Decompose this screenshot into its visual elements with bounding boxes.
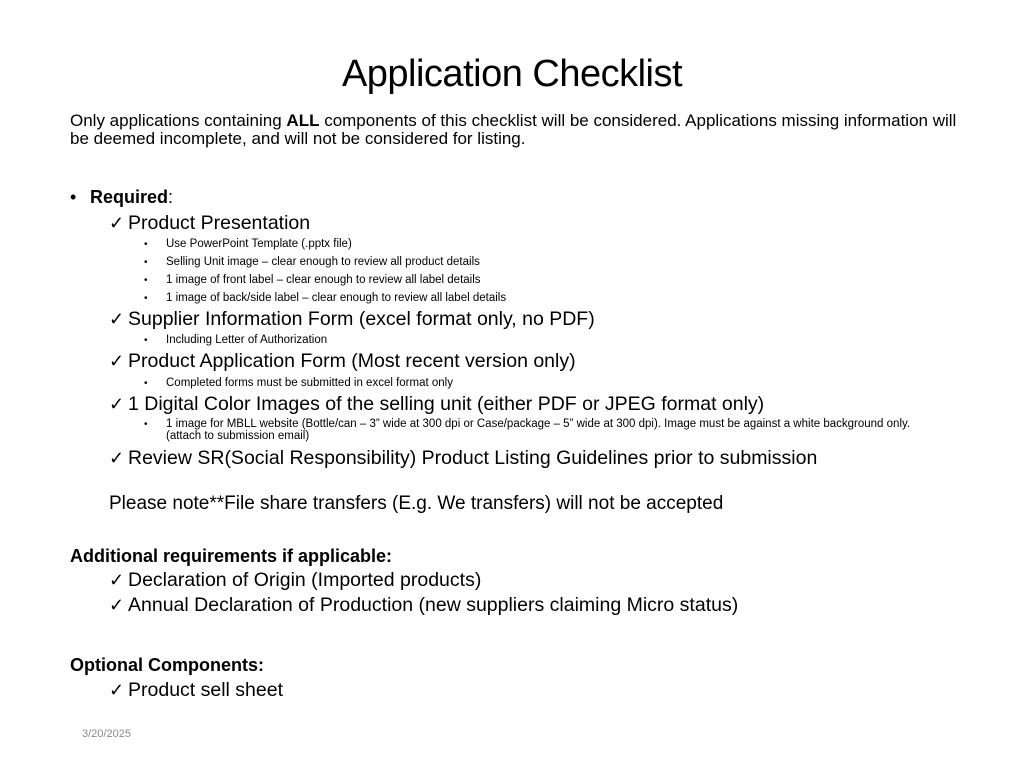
sub-item-text: 1 image for MBLL website (Bottle/can – 3” wide at 300 dpi or Case/package – 5” wide at 300 dpi). Image must be against a white background only. (attach to submission email) (166, 418, 911, 442)
checkmark-icon: ✓ (109, 680, 125, 700)
bullet-icon: • (144, 378, 148, 389)
sub-item (144, 255, 480, 270)
checkmark-icon: ✓ (109, 351, 125, 371)
sub-item (144, 376, 453, 391)
sub-item-text: Completed forms must be submitted in excel format only (166, 377, 453, 389)
bullet-icon: • (144, 257, 148, 268)
checklist-item-text: 1 Digital Color Images of the selling unit (either PDF or JPEG format only) (128, 393, 765, 415)
checkmark-icon: ✓ (109, 448, 125, 468)
checklist-item (109, 446, 817, 470)
sub-item-text: Selling Unit image – clear enough to review all product details (166, 256, 480, 268)
checklist-item (109, 593, 738, 617)
sub-item-text: Including Letter of Authorization (166, 334, 328, 346)
checklist-item (109, 349, 576, 373)
required-label: Required (90, 187, 169, 207)
intro-text-after: components of this checklist will be considered. Applications missing information will be deemed incomplete, and will not be considered for listing. (70, 111, 957, 148)
bullet-icon: • (70, 187, 77, 207)
sub-item (144, 273, 481, 288)
checklist-item (109, 392, 764, 416)
checklist-item-text: Annual Declaration of Production (new suppliers claiming Micro status) (128, 594, 739, 616)
intro-text-before: Only applications containing (70, 111, 287, 130)
bullet-icon: • (144, 335, 148, 346)
bullet-icon: • (144, 419, 148, 430)
intro-paragraph (70, 112, 970, 148)
footer-date: 3/20/2025 (82, 728, 131, 740)
checkmark-icon: ✓ (109, 309, 125, 329)
checklist-item (109, 307, 595, 331)
additional-heading: Additional requirements if applicable: (70, 546, 393, 566)
bullet-icon: • (144, 293, 148, 304)
checklist-item-text: Product Presentation (128, 212, 311, 234)
sub-item (144, 418, 926, 442)
checklist-item (109, 678, 283, 702)
checklist-item-text: Review SR(Social Responsibility) Product Listing Guidelines prior to submission (128, 447, 818, 469)
checklist-item-text: Supplier Information Form (excel format only, no PDF) (128, 308, 595, 330)
sub-item (144, 333, 327, 348)
sub-item (144, 237, 352, 252)
checkmark-icon: ✓ (109, 394, 125, 414)
sub-item-text: Use PowerPoint Template (.pptx file) (166, 238, 352, 250)
page-title: Application Checklist (341, 53, 683, 95)
checkmark-icon: ✓ (109, 570, 125, 590)
checklist-item (109, 211, 310, 235)
checkmark-icon: ✓ (109, 595, 125, 615)
checkmark-icon: ✓ (109, 213, 125, 233)
sub-item-text: 1 image of back/side label – clear enough to review all label details (166, 292, 507, 304)
checklist-item-text: Product sell sheet (128, 679, 284, 701)
checklist-item-text: Product Application Form (Most recent version only) (128, 350, 576, 372)
file-share-note: Please note**File share transfers (E.g. We transfers) will not be accepted (109, 493, 724, 514)
required-colon: : (168, 187, 174, 207)
intro-text-bold: ALL (286, 111, 320, 130)
checklist-item (109, 568, 481, 592)
sub-item-text: 1 image of front label – clear enough to review all label details (166, 274, 481, 286)
checklist-item-text: Declaration of Origin (Imported products) (128, 569, 482, 591)
optional-heading: Optional Components: (70, 655, 264, 675)
required-heading (70, 186, 173, 208)
bullet-icon: • (144, 275, 148, 286)
sub-item (144, 291, 506, 306)
bullet-icon: • (144, 239, 148, 250)
